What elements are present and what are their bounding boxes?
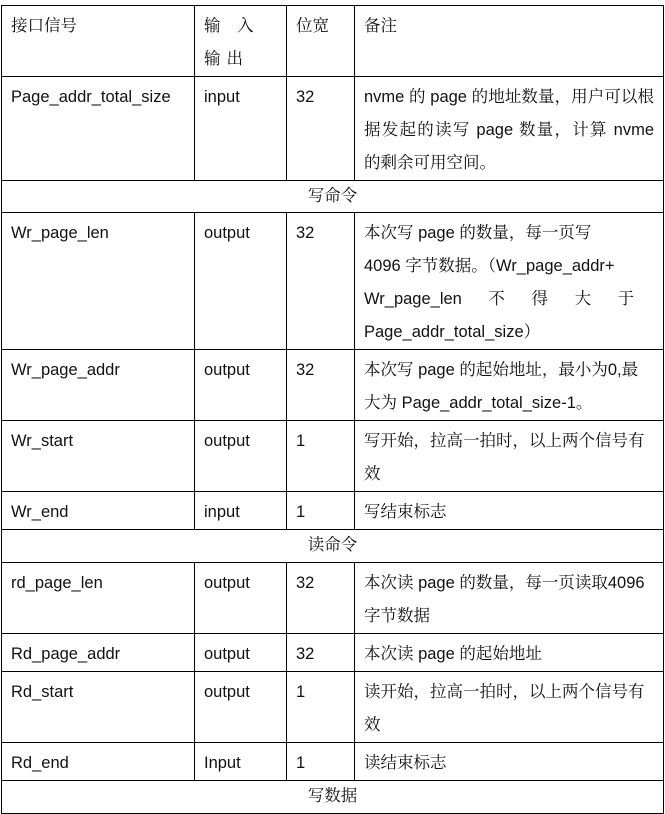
signal-note: nvme 的 page 的地址数量，用户可以根据发起的读写 page 数量，计算 nvme 的剩余可用空间。 — [355, 77, 664, 181]
signal-note: 写结束标志 — [355, 492, 664, 530]
signal-width: 1 — [287, 492, 355, 530]
signal-direction: output — [195, 672, 287, 743]
signal-width: 32 — [287, 77, 355, 181]
signal-width: 32 — [287, 634, 355, 672]
signal-name: rd_page_len — [2, 563, 195, 634]
header-width: 位宽 — [287, 6, 355, 77]
signal-direction: output — [195, 634, 287, 672]
signal-name: Wr_start — [2, 421, 195, 492]
table-row — [2, 350, 664, 421]
table-row — [2, 77, 664, 181]
signal-width: 32 — [287, 350, 355, 421]
signal-direction: output — [195, 421, 287, 492]
note-line: 本次写 page 的数量，每一页写 — [364, 224, 592, 242]
signal-width: 32 — [287, 213, 355, 350]
signal-width: 1 — [287, 743, 355, 781]
table-row — [2, 743, 664, 781]
signal-name: Wr_page_addr — [2, 350, 195, 421]
signal-note: 本次读 page 的起始地址 — [355, 634, 664, 672]
table-row — [2, 563, 664, 634]
signal-width: 1 — [287, 672, 355, 743]
table-row — [2, 421, 664, 492]
signal-name: Rd_end — [2, 743, 195, 781]
signal-direction: input — [195, 77, 287, 181]
section-row-read-command — [2, 530, 664, 563]
signal-note: 读结束标志 — [355, 743, 664, 781]
signal-direction: output — [195, 213, 287, 350]
signal-note: 本次读 page 的数量，每一页读取4096 字节数据 — [355, 563, 664, 634]
table-row — [2, 672, 664, 743]
signal-width: 32 — [287, 563, 355, 634]
signal-direction: input — [195, 492, 287, 530]
signal-note: 写开始，拉高一拍时，以上两个信号有效 — [355, 421, 664, 492]
section-row-write-command — [2, 181, 664, 213]
section-title: 写数据 — [2, 781, 664, 814]
signal-direction: Input — [195, 743, 287, 781]
signal-name: Rd_page_addr — [2, 634, 195, 672]
signal-name: Wr_end — [2, 492, 195, 530]
note-line: 4096 字节数据。（Wr_page_addr+ — [364, 257, 615, 275]
signal-note: 读开始，拉高一拍时，以上两个信号有效 — [355, 672, 664, 743]
signal-note: 本次写 page 的起始地址，最小为0,最大为 Page_addr_total_size-1。 — [355, 350, 664, 421]
table-row — [2, 492, 664, 530]
signal-name: Page_addr_total_size — [2, 77, 195, 181]
table-row — [2, 634, 664, 672]
signal-name: Wr_page_len — [2, 213, 195, 350]
signal-width: 1 — [287, 421, 355, 492]
section-row-write-data — [2, 781, 664, 814]
signal-interface-table — [1, 5, 664, 814]
table-header-row — [2, 6, 664, 77]
signal-name: Rd_start — [2, 672, 195, 743]
header-note: 备注 — [355, 6, 664, 77]
signal-note — [355, 213, 664, 350]
section-title: 写命令 — [2, 181, 664, 213]
section-title: 读命令 — [2, 530, 664, 563]
note-line: Wr_page_len 不 得 大 于 — [364, 290, 635, 308]
table-row — [2, 213, 664, 350]
header-signal: 接口信号 — [2, 6, 195, 77]
header-direction: 输 入 输出 — [195, 6, 287, 77]
signal-direction: output — [195, 350, 287, 421]
signal-direction: output — [195, 563, 287, 634]
note-line: Page_addr_total_size） — [364, 323, 541, 341]
